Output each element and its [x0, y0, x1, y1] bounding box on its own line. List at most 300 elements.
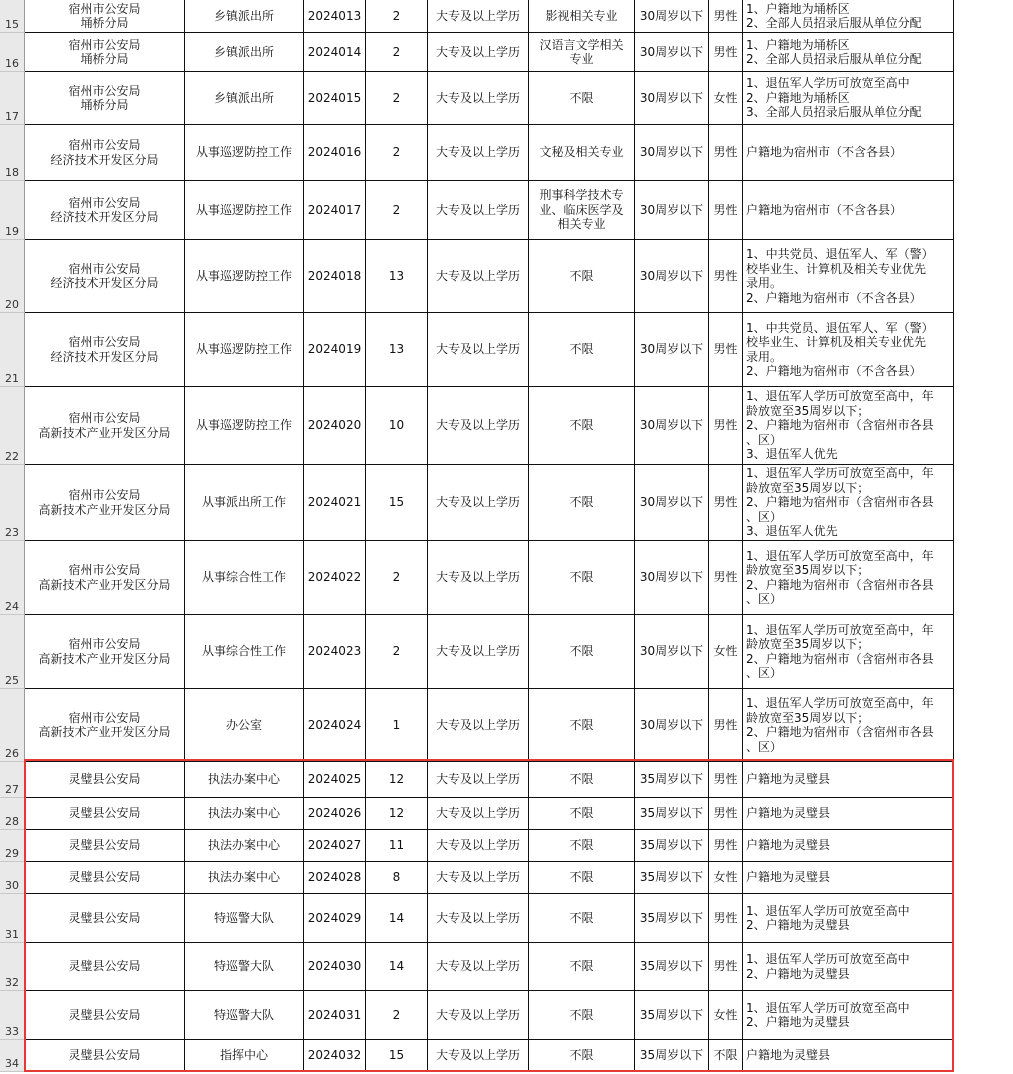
row-header[interactable] [0, 762, 25, 798]
cell-gender[interactable] [709, 689, 743, 762]
cell-note[interactable] [743, 943, 954, 991]
cell-major[interactable] [529, 465, 635, 541]
cell-gender[interactable] [709, 387, 743, 465]
cell-edu[interactable] [428, 240, 529, 313]
cell-age[interactable] [635, 465, 709, 541]
cell-code[interactable] [304, 0, 366, 33]
cell-edu[interactable] [428, 313, 529, 387]
cell-edu[interactable] [428, 0, 529, 33]
cell-text: 1、退伍军人学历可放宽至高中 2、户籍地为灵璧县 [746, 952, 910, 981]
cell-edu[interactable] [428, 798, 529, 830]
cell-note[interactable] [743, 125, 954, 181]
cell-text: 户籍地为灵璧县 [746, 772, 831, 787]
cell-text: 1 [392, 717, 401, 732]
cell-text: 灵璧县公安局 [68, 1048, 141, 1063]
cell-post[interactable] [185, 991, 304, 1040]
cell-age[interactable] [635, 762, 709, 798]
cell-text: 30周岁以下 [639, 342, 704, 357]
cell-code[interactable] [304, 465, 366, 541]
cell-post[interactable] [185, 33, 304, 72]
cell-major[interactable] [529, 125, 635, 181]
row-header[interactable] [0, 689, 25, 762]
cell-code[interactable] [304, 830, 366, 862]
cell-major[interactable] [529, 991, 635, 1040]
cell-text: 2 [392, 644, 401, 659]
row-header[interactable] [0, 181, 25, 240]
cell-code[interactable] [304, 541, 366, 615]
cell-major[interactable] [529, 240, 635, 313]
cell-note[interactable] [743, 240, 954, 313]
cell-text: 不限 [569, 717, 594, 732]
cell-major[interactable] [529, 313, 635, 387]
cell-code[interactable] [304, 72, 366, 125]
cell-code[interactable] [304, 689, 366, 762]
cell-edu[interactable] [428, 862, 529, 894]
cell-note[interactable] [743, 1040, 954, 1072]
cell-text: 大专及以上学历 [435, 959, 520, 974]
cell-post[interactable] [185, 125, 304, 181]
cell-edu[interactable] [428, 465, 529, 541]
cell-edu[interactable] [428, 943, 529, 991]
cell-note[interactable] [743, 387, 954, 465]
cell-edu[interactable] [428, 894, 529, 943]
cell-age[interactable] [635, 615, 709, 689]
cell-text: 汉语言文学相关 专业 [539, 37, 624, 66]
cell-text: 大专及以上学历 [435, 145, 520, 160]
row-number: 19 [5, 225, 19, 238]
cell-age[interactable] [635, 313, 709, 387]
cell-edu[interactable] [428, 762, 529, 798]
cell-text: 女性 [713, 90, 738, 105]
cell-gender[interactable] [709, 541, 743, 615]
cell-note[interactable] [743, 181, 954, 240]
cell-text: 12 [388, 772, 405, 787]
cell-text: 35周岁以下 [639, 806, 704, 821]
cell-major[interactable] [529, 894, 635, 943]
cell-code[interactable] [304, 862, 366, 894]
cell-edu[interactable] [428, 181, 529, 240]
cell-text: 1、退伍军人学历可放宽至高中，年 龄放宽至35周岁以下； 2、户籍地为宿州市（含宿州市各县 、区） [746, 548, 934, 606]
cell-text: 2024023 [307, 644, 362, 659]
cell-age[interactable] [635, 33, 709, 72]
cell-text: 2 [392, 1007, 401, 1022]
cell-text: 户籍地为灵璧县 [746, 870, 831, 885]
cell-count[interactable] [366, 181, 428, 240]
cell-edu[interactable] [428, 125, 529, 181]
cell-edu[interactable] [428, 72, 529, 125]
cell-text: 乡镇派出所 [213, 8, 274, 23]
cell-major[interactable] [529, 943, 635, 991]
cell-post[interactable] [185, 762, 304, 798]
cell-text: 1、退伍军人学历可放宽至高中，年 龄放宽至35周岁以下； 2、户籍地为宿州市（含宿州市各县 、区） 3、退伍军人优先 [746, 466, 934, 539]
cell-code[interactable] [304, 33, 366, 72]
cell-major[interactable] [529, 615, 635, 689]
cell-post[interactable] [185, 313, 304, 387]
cell-code[interactable] [304, 943, 366, 991]
cell-unit[interactable] [25, 689, 185, 762]
cell-unit[interactable] [25, 125, 185, 181]
row-header[interactable] [0, 313, 25, 387]
row-header[interactable] [0, 1040, 25, 1072]
cell-code[interactable] [304, 125, 366, 181]
cell-major[interactable] [529, 387, 635, 465]
cell-count[interactable] [366, 313, 428, 387]
cell-edu[interactable] [428, 689, 529, 762]
cell-major[interactable] [529, 0, 635, 33]
row-header[interactable] [0, 387, 25, 465]
cell-count[interactable] [366, 541, 428, 615]
cell-unit[interactable] [25, 1040, 185, 1072]
cell-age[interactable] [635, 830, 709, 862]
cell-age[interactable] [635, 689, 709, 762]
cell-text: 2024027 [307, 838, 362, 853]
row-number: 34 [5, 1057, 19, 1070]
cell-text: 女性 [713, 870, 738, 885]
cell-text: 男性 [713, 268, 738, 283]
cell-count[interactable] [366, 830, 428, 862]
cell-gender[interactable] [709, 862, 743, 894]
cell-note[interactable] [743, 798, 954, 830]
cell-text: 2024014 [307, 44, 362, 59]
cell-post[interactable] [185, 798, 304, 830]
cell-unit[interactable] [25, 862, 185, 894]
cell-edu[interactable] [428, 615, 529, 689]
cell-text: 从事派出所工作 [201, 495, 286, 510]
cell-unit[interactable] [25, 798, 185, 830]
cell-major[interactable] [529, 762, 635, 798]
row-header[interactable] [0, 830, 25, 862]
cell-count[interactable] [366, 125, 428, 181]
cell-code[interactable] [304, 1040, 366, 1072]
cell-count[interactable] [366, 0, 428, 33]
cell-edu[interactable] [428, 830, 529, 862]
cell-code[interactable] [304, 798, 366, 830]
cell-text: 男性 [713, 806, 738, 821]
row-header[interactable] [0, 0, 25, 33]
cell-major[interactable] [529, 33, 635, 72]
cell-text: 大专及以上学历 [435, 838, 520, 853]
cell-note[interactable] [743, 991, 954, 1040]
row-header[interactable] [0, 615, 25, 689]
cell-gender[interactable] [709, 465, 743, 541]
cell-count[interactable] [366, 689, 428, 762]
cell-unit[interactable] [25, 181, 185, 240]
cell-post[interactable] [185, 387, 304, 465]
cell-age[interactable] [635, 1040, 709, 1072]
cell-text: 15 [388, 495, 405, 510]
cell-text: 30周岁以下 [639, 570, 704, 585]
cell-text: 不限 [569, 90, 594, 105]
cell-note[interactable] [743, 33, 954, 72]
cell-post[interactable] [185, 943, 304, 991]
cell-text: 30周岁以下 [639, 145, 704, 160]
cell-age[interactable] [635, 894, 709, 943]
cell-code[interactable] [304, 991, 366, 1040]
cell-text: 男性 [713, 8, 738, 23]
cell-count[interactable] [366, 798, 428, 830]
cell-gender[interactable] [709, 125, 743, 181]
cell-post[interactable] [185, 615, 304, 689]
cell-text: 灵璧县公安局 [68, 838, 141, 853]
cell-age[interactable] [635, 72, 709, 125]
cell-count[interactable] [366, 387, 428, 465]
cell-unit[interactable] [25, 615, 185, 689]
cell-unit[interactable] [25, 33, 185, 72]
cell-text: 男性 [713, 44, 738, 59]
cell-post[interactable] [185, 181, 304, 240]
cell-text: 不限 [569, 495, 594, 510]
cell-code[interactable] [304, 313, 366, 387]
cell-unit[interactable] [25, 991, 185, 1040]
cell-gender[interactable] [709, 943, 743, 991]
cell-unit[interactable] [25, 541, 185, 615]
cell-text: 户籍地为灵璧县 [746, 1048, 831, 1063]
cell-text: 35周岁以下 [639, 838, 704, 853]
cell-text: 2 [392, 570, 401, 585]
cell-count[interactable] [366, 894, 428, 943]
cell-count[interactable] [366, 943, 428, 991]
cell-gender[interactable] [709, 798, 743, 830]
cell-code[interactable] [304, 894, 366, 943]
cell-edu[interactable] [428, 991, 529, 1040]
cell-edu[interactable] [428, 33, 529, 72]
cell-note[interactable] [743, 313, 954, 387]
cell-unit[interactable] [25, 943, 185, 991]
cell-text: 不限 [569, 772, 594, 787]
cell-text: 1、户籍地为埇桥区 2、全部人员招录后服从单位分配 [746, 37, 922, 66]
cell-gender[interactable] [709, 615, 743, 689]
cell-age[interactable] [635, 387, 709, 465]
cell-gender[interactable] [709, 830, 743, 862]
cell-text: 13 [388, 342, 405, 357]
cell-note[interactable] [743, 0, 954, 33]
cell-gender[interactable] [709, 72, 743, 125]
cell-text: 不限 [569, 959, 594, 974]
row-header[interactable] [0, 943, 25, 991]
row-number: 28 [5, 815, 19, 828]
cell-text: 1、退伍军人学历可放宽至高中 2、户籍地为灵璧县 [746, 1000, 910, 1029]
cell-text: 35周岁以下 [639, 870, 704, 885]
row-header[interactable] [0, 240, 25, 313]
cell-age[interactable] [635, 943, 709, 991]
cell-unit[interactable] [25, 830, 185, 862]
cell-age[interactable] [635, 240, 709, 313]
row-number: 22 [5, 450, 19, 463]
cell-unit[interactable] [25, 387, 185, 465]
cell-text: 女性 [713, 644, 738, 659]
cell-text: 大专及以上学历 [435, 495, 520, 510]
cell-code[interactable] [304, 387, 366, 465]
cell-text: 大专及以上学历 [435, 806, 520, 821]
cell-text: 2024016 [307, 145, 362, 160]
cell-major[interactable] [529, 798, 635, 830]
cell-text: 大专及以上学历 [435, 644, 520, 659]
cell-text: 30周岁以下 [639, 717, 704, 732]
cell-text: 35周岁以下 [639, 772, 704, 787]
cell-gender[interactable] [709, 181, 743, 240]
cell-unit[interactable] [25, 72, 185, 125]
cell-edu[interactable] [428, 541, 529, 615]
cell-note[interactable] [743, 615, 954, 689]
cell-text: 不限 [569, 1048, 594, 1063]
cell-age[interactable] [635, 181, 709, 240]
cell-post[interactable] [185, 830, 304, 862]
row-header[interactable] [0, 33, 25, 72]
cell-age[interactable] [635, 862, 709, 894]
cell-age[interactable] [635, 541, 709, 615]
row-number: 27 [5, 783, 19, 796]
cell-post[interactable] [185, 1040, 304, 1072]
cell-text: 从事综合性工作 [201, 570, 286, 585]
cell-text: 30周岁以下 [639, 268, 704, 283]
row-number: 18 [5, 166, 19, 179]
cell-note[interactable] [743, 894, 954, 943]
cell-count[interactable] [366, 240, 428, 313]
cell-note[interactable] [743, 541, 954, 615]
row-header[interactable] [0, 465, 25, 541]
cell-post[interactable] [185, 894, 304, 943]
cell-text: 2024018 [307, 268, 362, 283]
cell-unit[interactable] [25, 313, 185, 387]
cell-gender[interactable] [709, 313, 743, 387]
cell-edu[interactable] [428, 1040, 529, 1072]
cell-text: 大专及以上学历 [435, 772, 520, 787]
cell-unit[interactable] [25, 240, 185, 313]
cell-text: 宿州市公安局 经济技术开发区分局 [50, 335, 159, 364]
cell-code[interactable] [304, 615, 366, 689]
cell-age[interactable] [635, 125, 709, 181]
cell-gender[interactable] [709, 991, 743, 1040]
cell-text: 大专及以上学历 [435, 44, 520, 59]
cell-text: 35周岁以下 [639, 1048, 704, 1063]
cell-text: 男性 [713, 570, 738, 585]
cell-count[interactable] [366, 615, 428, 689]
row-header[interactable] [0, 991, 25, 1040]
cell-gender[interactable] [709, 240, 743, 313]
cell-major[interactable] [529, 1040, 635, 1072]
cell-text: 2 [392, 90, 401, 105]
cell-text: 户籍地为宿州市（不含各县） [746, 145, 903, 160]
cell-gender[interactable] [709, 33, 743, 72]
cell-post[interactable] [185, 862, 304, 894]
cell-note[interactable] [743, 862, 954, 894]
cell-text: 30周岁以下 [639, 44, 704, 59]
cell-text: 1、退伍军人学历可放宽至高中 2、户籍地为埇桥区 3、全部人员招录后服从单位分配 [746, 76, 922, 120]
cell-post[interactable] [185, 72, 304, 125]
cell-count[interactable] [366, 33, 428, 72]
cell-note[interactable] [743, 830, 954, 862]
cell-post[interactable] [185, 541, 304, 615]
cell-post[interactable] [185, 0, 304, 33]
cell-post[interactable] [185, 240, 304, 313]
cell-text: 30周岁以下 [639, 495, 704, 510]
cell-post[interactable] [185, 465, 304, 541]
cell-count[interactable] [366, 72, 428, 125]
cell-note[interactable] [743, 465, 954, 541]
cell-code[interactable] [304, 240, 366, 313]
cell-text: 2 [392, 8, 401, 23]
cell-major[interactable] [529, 72, 635, 125]
cell-unit[interactable] [25, 0, 185, 33]
cell-note[interactable] [743, 72, 954, 125]
cell-text: 2024031 [307, 1007, 362, 1022]
cell-count[interactable] [366, 762, 428, 798]
cell-code[interactable] [304, 181, 366, 240]
cell-text: 大专及以上学历 [435, 1048, 520, 1063]
cell-text: 灵璧县公安局 [68, 1007, 141, 1022]
row-header[interactable] [0, 125, 25, 181]
cell-unit[interactable] [25, 762, 185, 798]
cell-post[interactable] [185, 689, 304, 762]
cell-text: 30周岁以下 [639, 8, 704, 23]
cell-count[interactable] [366, 1040, 428, 1072]
cell-gender[interactable] [709, 0, 743, 33]
cell-text: 男性 [713, 772, 738, 787]
cell-text: 特巡警大队 [213, 910, 274, 925]
row-number: 20 [5, 298, 19, 311]
row-header[interactable] [0, 798, 25, 830]
cell-text: 30周岁以下 [639, 644, 704, 659]
cell-count[interactable] [366, 862, 428, 894]
cell-text: 大专及以上学历 [435, 8, 520, 23]
row-number: 30 [5, 879, 19, 892]
cell-age[interactable] [635, 0, 709, 33]
cell-text: 不限 [569, 644, 594, 659]
cell-note[interactable] [743, 689, 954, 762]
cell-text: 宿州市公安局 经济技术开发区分局 [50, 261, 159, 290]
cell-major[interactable] [529, 830, 635, 862]
row-number: 16 [5, 57, 19, 70]
cell-text: 灵璧县公安局 [68, 772, 141, 787]
cell-major[interactable] [529, 541, 635, 615]
row-number: 15 [5, 18, 19, 31]
cell-code[interactable] [304, 762, 366, 798]
cell-gender[interactable] [709, 1040, 743, 1072]
cell-major[interactable] [529, 181, 635, 240]
cell-text: 特巡警大队 [213, 1007, 274, 1022]
cell-text: 14 [388, 910, 405, 925]
cell-text: 8 [392, 870, 401, 885]
row-header[interactable] [0, 862, 25, 894]
cell-text: 2024032 [307, 1048, 362, 1063]
cell-text: 男性 [713, 717, 738, 732]
cell-unit[interactable] [25, 465, 185, 541]
cell-age[interactable] [635, 798, 709, 830]
cell-major[interactable] [529, 689, 635, 762]
cell-text: 户籍地为宿州市（不含各县） [746, 202, 903, 217]
cell-major[interactable] [529, 862, 635, 894]
cell-gender[interactable] [709, 762, 743, 798]
cell-edu[interactable] [428, 387, 529, 465]
row-header[interactable] [0, 541, 25, 615]
cell-gender[interactable] [709, 894, 743, 943]
row-header[interactable] [0, 894, 25, 943]
cell-count[interactable] [366, 465, 428, 541]
cell-count[interactable] [366, 991, 428, 1040]
cell-text: 35周岁以下 [639, 959, 704, 974]
cell-text: 不限 [569, 268, 594, 283]
row-header[interactable] [0, 72, 25, 125]
cell-note[interactable] [743, 762, 954, 798]
row-number: 24 [5, 600, 19, 613]
cell-unit[interactable] [25, 894, 185, 943]
cell-text: 2 [392, 202, 401, 217]
cell-age[interactable] [635, 991, 709, 1040]
cell-text: 不限 [713, 1048, 738, 1063]
cell-text: 1、退伍军人学历可放宽至高中，年 龄放宽至35周岁以下； 2、户籍地为宿州市（含宿州市各县 、区） [746, 696, 934, 754]
cell-text: 大专及以上学历 [435, 570, 520, 585]
cell-text: 宿州市公安局 高新技术产业开发区分局 [38, 488, 171, 517]
